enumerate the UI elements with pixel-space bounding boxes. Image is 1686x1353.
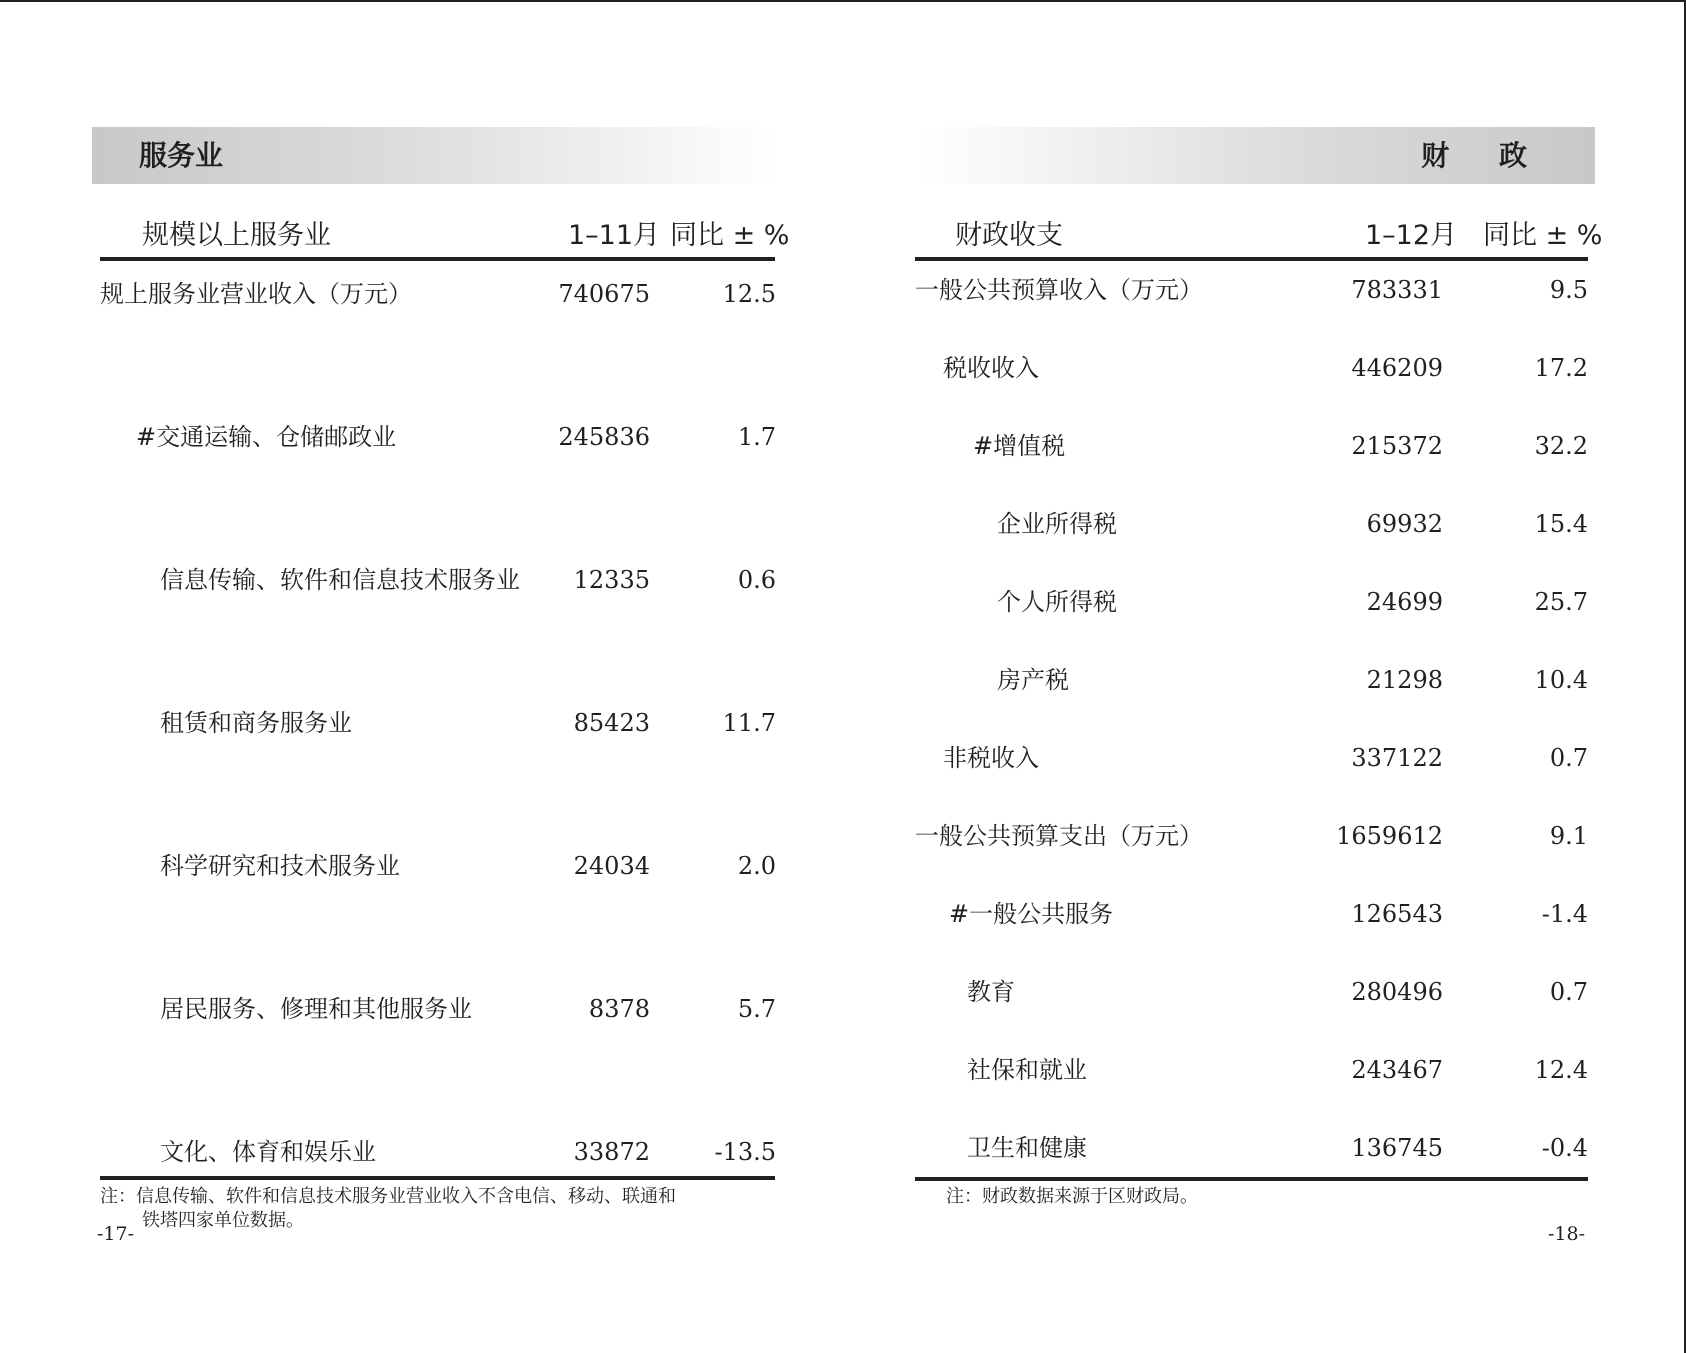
row-change: 5.7 (737, 995, 776, 1023)
row-change: 32.2 (1534, 432, 1588, 460)
row-label: #交通运输、仓储邮政业 (136, 423, 397, 451)
row-value: 245836 (558, 423, 650, 451)
table-bottom-rule (100, 1176, 775, 1180)
section-header-services (92, 127, 774, 184)
table-row (915, 661, 1588, 699)
row-value: 33872 (573, 1138, 650, 1166)
table-row (915, 973, 1588, 1011)
row-change: -0.4 (1541, 1134, 1588, 1162)
row-change: 15.4 (1534, 510, 1588, 538)
footnote-continued: 铁塔四家单位数据。 (142, 1210, 304, 1231)
column-header-period: 1–11月 (568, 220, 661, 251)
table-row (915, 1051, 1588, 1089)
row-value: 69932 (1366, 510, 1443, 538)
row-change: 0.6 (737, 566, 776, 594)
row-value: 1659612 (1336, 822, 1443, 850)
row-change: 1.7 (737, 423, 776, 451)
row-label: 一般公共预算收入（万元） (915, 276, 1203, 304)
row-label: 个人所得税 (997, 588, 1117, 616)
row-value: 24034 (573, 852, 650, 880)
table-row (915, 505, 1588, 543)
row-label: #一般公共服务 (949, 900, 1114, 928)
footnote: 注：财政数据来源于区财政局。 (946, 1186, 1198, 1207)
row-value: 21298 (1366, 666, 1443, 694)
table-header-finance (915, 216, 1603, 256)
row-label: 企业所得税 (997, 510, 1117, 538)
table-row (100, 275, 776, 313)
row-label: 居民服务、修理和其他服务业 (160, 995, 472, 1023)
table-row (100, 561, 776, 599)
footnote: 注：信息传输、软件和信息技术服务业营业收入不含电信、移动、联通和 (100, 1186, 676, 1207)
row-label: #增值税 (973, 432, 1066, 460)
table-row (915, 895, 1588, 933)
row-change: 25.7 (1534, 588, 1588, 616)
column-header-period: 1–12月 (1365, 220, 1458, 251)
row-change: 9.5 (1549, 276, 1588, 304)
table-title: 规模以上服务业 (142, 220, 331, 251)
column-header-change: 同比 ± % (670, 220, 790, 251)
section-title: 财 政 (1421, 139, 1547, 172)
page-border-top (0, 0, 1686, 2)
table-row (100, 1133, 776, 1171)
row-value: 337122 (1351, 744, 1443, 772)
row-change: 10.4 (1534, 666, 1588, 694)
page-number: -17- (97, 1223, 135, 1245)
row-value: 446209 (1351, 354, 1443, 382)
row-value: 8378 (588, 995, 650, 1023)
section-header-finance (922, 127, 1595, 184)
table-row (915, 271, 1588, 309)
row-value: 243467 (1351, 1056, 1443, 1084)
row-change: -1.4 (1541, 900, 1588, 928)
row-change: 12.4 (1534, 1056, 1588, 1084)
table-row (100, 418, 776, 456)
row-label: 租赁和商务服务业 (160, 709, 352, 737)
table-row (915, 427, 1588, 465)
table-top-rule (100, 257, 775, 261)
row-value: 85423 (573, 709, 650, 737)
row-value: 783331 (1351, 276, 1443, 304)
table-row (915, 1129, 1588, 1167)
row-change: 17.2 (1534, 354, 1588, 382)
row-label: 一般公共预算支出（万元） (915, 822, 1203, 850)
row-value: 740675 (558, 280, 650, 308)
row-label: 非税收入 (943, 744, 1039, 772)
table-bottom-rule (915, 1177, 1588, 1181)
row-label: 卫生和健康 (967, 1134, 1087, 1162)
page-number: -18- (1548, 1223, 1586, 1245)
table-top-rule (915, 257, 1588, 261)
row-value: 136745 (1351, 1134, 1443, 1162)
row-value: 126543 (1351, 900, 1443, 928)
table-row (100, 704, 776, 742)
row-value: 215372 (1351, 432, 1443, 460)
row-label: 社保和就业 (967, 1056, 1087, 1084)
row-value: 24699 (1366, 588, 1443, 616)
row-change: 0.7 (1549, 744, 1588, 772)
row-value: 280496 (1351, 978, 1443, 1006)
section-title: 服务业 (139, 139, 224, 172)
row-label: 教育 (967, 978, 1015, 1006)
row-change: 11.7 (722, 709, 776, 737)
table-title: 财政收支 (955, 220, 1063, 251)
table-row (915, 739, 1588, 777)
table-header-services (100, 216, 790, 256)
row-change: 12.5 (722, 280, 776, 308)
column-header-change: 同比 ± % (1483, 220, 1603, 251)
table-row (100, 990, 776, 1028)
row-value: 12335 (573, 566, 650, 594)
row-change: 0.7 (1549, 978, 1588, 1006)
row-label: 科学研究和技术服务业 (160, 852, 400, 880)
row-label: 税收收入 (943, 354, 1039, 382)
table-row (100, 847, 776, 885)
row-change: 9.1 (1549, 822, 1588, 850)
table-row (915, 349, 1588, 387)
row-label: 规上服务业营业收入（万元） (100, 280, 412, 308)
row-label: 房产税 (997, 666, 1069, 694)
row-label: 信息传输、软件和信息技术服务业 (160, 566, 520, 594)
table-row (915, 583, 1588, 621)
row-label: 文化、体育和娱乐业 (160, 1138, 376, 1166)
table-row (915, 817, 1588, 855)
row-change: -13.5 (714, 1138, 776, 1166)
row-change: 2.0 (737, 852, 776, 880)
